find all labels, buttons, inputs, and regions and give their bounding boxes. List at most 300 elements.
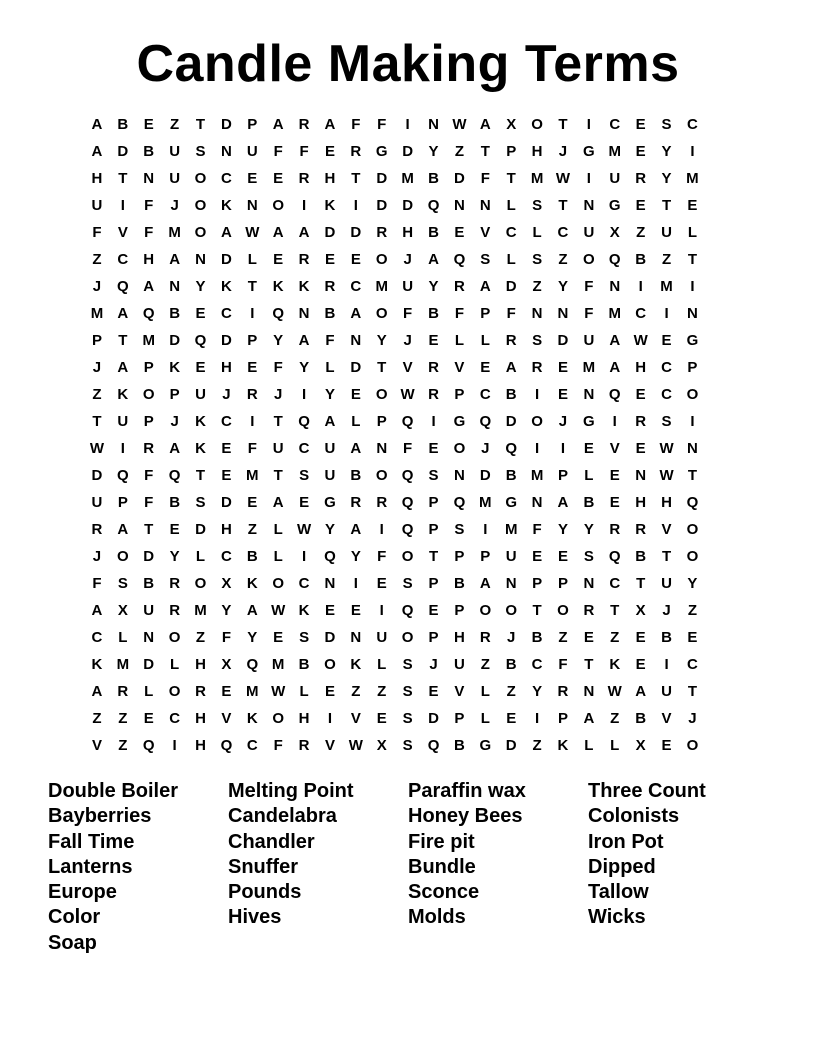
grid-letter: O (557, 602, 569, 619)
grid-letter: S (583, 548, 594, 565)
grid-letter: I (327, 710, 333, 727)
grid-letter: U (661, 224, 672, 241)
grid-letter: N (350, 629, 362, 646)
grid-letter: N (428, 116, 439, 133)
grid-letter: B (428, 170, 439, 187)
grid-letter: O (401, 548, 414, 565)
grid-letter: N (324, 575, 336, 592)
grid-letter: R (324, 278, 336, 295)
grid-letter: E (376, 710, 387, 727)
grid-letter: T (118, 332, 128, 349)
grid-letter: P (428, 629, 439, 646)
grid-letter: H (661, 494, 672, 511)
grid-letter: S (402, 575, 413, 592)
grid-letter: P (454, 710, 465, 727)
grid-letter: B (169, 305, 181, 322)
grid-row (84, 570, 732, 597)
grid-letter: E (247, 494, 258, 511)
grid-letter: W (348, 737, 363, 754)
grid-letter: T (273, 413, 283, 430)
grid-letter: Q (427, 737, 440, 754)
grid-letter: Z (506, 683, 516, 700)
grid-letter: S (532, 332, 543, 349)
grid-row (84, 192, 732, 219)
grid-letter: E (635, 629, 646, 646)
grid-letter: A (91, 143, 103, 160)
grid-letter: M (479, 494, 492, 511)
grid-letter: A (298, 332, 310, 349)
grid-letter: Q (168, 467, 181, 484)
word-list-item: Snuffer (228, 855, 298, 878)
grid-letter: L (584, 467, 594, 484)
grid-letter: X (635, 602, 646, 619)
grid-letter: H (220, 359, 232, 376)
grid-letter: O (324, 656, 336, 673)
grid-letter: A (609, 359, 621, 376)
grid-letter: C (169, 710, 181, 727)
grid-letter: R (143, 440, 155, 457)
grid-letter: Q (401, 413, 414, 430)
grid-letter: N (505, 575, 517, 592)
grid-letter: B (635, 251, 647, 268)
grid-letter: H (195, 656, 206, 673)
grid-letter: A (505, 359, 517, 376)
grid-letter: F (558, 656, 568, 673)
grid-row (84, 624, 732, 651)
grid-letter: W (659, 440, 674, 457)
grid-letter: A (220, 224, 232, 241)
grid-letter: F (273, 359, 283, 376)
grid-letter: M (375, 278, 388, 295)
grid-letter: B (505, 386, 517, 403)
grid-letter: U (402, 278, 414, 295)
grid-letter: Q (220, 737, 233, 754)
grid-letter: M (504, 521, 518, 538)
grid-letter: U (91, 494, 103, 511)
grid-letter: I (301, 386, 307, 403)
grid-letter: P (480, 548, 491, 565)
grid-letter: N (220, 143, 232, 160)
grid-letter: D (453, 170, 465, 187)
grid-letter: O (375, 467, 388, 484)
grid-letter: E (221, 467, 232, 484)
grid-letter: I (250, 413, 255, 430)
grid-letter: C (557, 224, 569, 241)
grid-letter: M (168, 224, 181, 241)
grid-letter: P (247, 332, 258, 349)
grid-letter: B (324, 305, 336, 322)
grid-letter: S (532, 197, 543, 214)
grid-letter: I (664, 305, 669, 322)
grid-letter: C (298, 440, 310, 457)
grid-letter: L (170, 656, 180, 673)
word-list-item: Wicks (588, 906, 646, 929)
grid-letter: E (247, 170, 258, 187)
grid-letter: E (661, 332, 672, 349)
grid-row (84, 516, 732, 543)
grid-letter: F (299, 143, 309, 160)
grid-letter: K (298, 602, 310, 619)
word-list-item: Bayberries (48, 805, 152, 828)
grid-letter: V (91, 737, 102, 754)
grid-letter: J (429, 656, 438, 673)
grid-letter: L (687, 224, 698, 241)
grid-letter: K (91, 656, 103, 673)
grid-letter: Y (273, 332, 284, 349)
grid-letter: Z (92, 710, 102, 727)
grid-letter: O (531, 116, 543, 133)
word-list-item: Sconce (408, 881, 480, 904)
grid-letter: K (272, 278, 284, 295)
grid-letter: F (377, 116, 387, 133)
grid-letter: D (324, 629, 336, 646)
grid-letter: Z (92, 251, 102, 268)
grid-letter: S (402, 656, 413, 673)
grid-letter: U (376, 629, 388, 646)
grid-letter: J (92, 278, 102, 295)
grid-letter: Y (324, 521, 335, 538)
grid-letter: A (298, 224, 310, 241)
grid-letter: Z (195, 629, 206, 646)
grid-row (84, 489, 732, 516)
grid-letter: Z (558, 629, 568, 646)
grid-letter: N (583, 683, 595, 700)
grid-letter: D (376, 170, 388, 187)
grid-letter: M (116, 656, 130, 673)
grid-letter: R (350, 494, 362, 511)
grid-letter: R (246, 386, 258, 403)
grid-letter: I (535, 710, 540, 727)
grid-letter: Y (557, 521, 568, 538)
grid-letter: L (506, 251, 516, 268)
grid-letter: F (92, 224, 102, 241)
grid-letter: N (583, 386, 595, 403)
grid-letter: A (479, 278, 491, 295)
grid-letter: W (89, 440, 105, 457)
grid-letter: P (557, 467, 568, 484)
grid-letter: Y (350, 548, 361, 565)
grid-row (84, 543, 732, 570)
grid-letter: O (168, 629, 181, 646)
grid-letter: Z (118, 710, 128, 727)
grid-letter: G (375, 143, 388, 160)
grid-letter: Q (453, 251, 466, 268)
grid-letter: F (273, 143, 283, 160)
grid-letter: D (220, 494, 232, 511)
grid-letter: O (531, 413, 543, 430)
grid-letter: I (664, 656, 669, 673)
grid-letter: U (453, 656, 465, 673)
grid-letter: Z (118, 737, 128, 754)
grid-letter: T (377, 359, 387, 376)
grid-letter: J (403, 332, 412, 349)
grid-letter: W (271, 683, 286, 700)
grid-letter: T (661, 548, 672, 565)
grid-letter: V (480, 224, 491, 241)
grid-letter: Q (117, 278, 129, 295)
grid-letter: R (557, 683, 569, 700)
grid-letter: M (90, 305, 104, 322)
grid-row (84, 597, 732, 624)
grid-letter: V (221, 710, 232, 727)
grid-letter: Z (661, 251, 672, 268)
grid-letter: L (325, 359, 335, 376)
grid-letter: A (350, 521, 362, 538)
grid-letter: E (635, 440, 646, 457)
grid-letter: X (221, 656, 232, 673)
grid-letter: K (298, 278, 310, 295)
grid-letter: A (91, 116, 103, 133)
grid-letter: H (143, 251, 155, 268)
grid-letter: L (377, 656, 387, 673)
word-list-item: Candelabra (228, 805, 337, 828)
grid-letter: U (272, 440, 284, 457)
grid-letter: R (583, 602, 595, 619)
grid-letter: O (194, 575, 207, 592)
grid-letter: D (402, 143, 414, 160)
grid-letter: T (247, 278, 257, 295)
grid-letter: M (582, 359, 596, 376)
grid-letter: A (324, 116, 336, 133)
grid-letter: Q (194, 332, 207, 349)
grid-letter: F (221, 629, 231, 646)
grid-letter: F (480, 170, 490, 187)
grid-letter: E (428, 440, 439, 457)
grid-letter: P (143, 359, 154, 376)
grid-letter: B (505, 467, 517, 484)
grid-letter: Z (636, 224, 646, 241)
grid-letter: Y (661, 143, 672, 160)
grid-letter: N (195, 251, 206, 268)
grid-letter: E (635, 116, 646, 133)
word-list-column (48, 779, 228, 956)
grid-letter: V (454, 359, 465, 376)
grid-letter: P (169, 386, 180, 403)
grid-letter: P (428, 494, 439, 511)
grid-letter: H (531, 143, 543, 160)
grid-letter: A (428, 251, 439, 268)
grid-letter: R (298, 116, 310, 133)
grid-letter: C (661, 386, 672, 403)
grid-letter: B (583, 494, 595, 511)
grid-letter: O (272, 197, 285, 214)
grid-letter: S (402, 710, 413, 727)
grid-letter: H (635, 494, 647, 511)
grid-letter: J (170, 197, 179, 214)
grid-letter: J (558, 413, 568, 430)
grid-letter: I (405, 116, 410, 133)
grid-letter: A (609, 332, 621, 349)
grid-letter: H (635, 359, 647, 376)
grid-letter: P (376, 413, 387, 430)
grid-letter: V (117, 224, 128, 241)
grid-letter: L (532, 224, 542, 241)
grid-letter: O (194, 197, 207, 214)
grid-letter: T (351, 170, 361, 187)
grid-letter: H (91, 170, 103, 187)
grid-letter: A (246, 602, 258, 619)
grid-letter: A (117, 521, 129, 538)
grid-letter: J (92, 359, 102, 376)
grid-letter: K (246, 575, 258, 592)
grid-letter: I (120, 197, 125, 214)
grid-letter: M (530, 467, 544, 484)
grid-letter: O (194, 170, 207, 187)
grid-letter: E (428, 602, 439, 619)
grid-letter: P (480, 305, 491, 322)
grid-letter: E (661, 737, 672, 754)
grid-letter: N (453, 467, 465, 484)
grid-letter: V (609, 440, 620, 457)
grid-letter: P (143, 413, 154, 430)
grid-letter: R (505, 332, 517, 349)
grid-letter: O (686, 737, 699, 754)
grid-letter: T (661, 197, 672, 214)
grid-letter: K (246, 710, 258, 727)
grid-letter: D (195, 521, 206, 538)
grid-letter: I (250, 305, 255, 322)
grid-letter: T (636, 575, 646, 592)
grid-letter: C (609, 116, 621, 133)
grid-letter: C (687, 116, 698, 133)
grid-letter: Q (608, 386, 621, 403)
grid-letter: T (118, 170, 128, 187)
grid-letter: Q (142, 305, 155, 322)
letter-grid (84, 111, 732, 759)
grid-letter: N (453, 197, 465, 214)
word-list-item: Molds (408, 906, 466, 929)
grid-letter: R (195, 683, 206, 700)
grid-letter: O (168, 683, 181, 700)
grid-letter: Z (377, 683, 387, 700)
grid-letter: G (583, 143, 595, 160)
grid-letter: N (350, 332, 362, 349)
grid-letter: Y (583, 521, 594, 538)
grid-letter: J (274, 386, 283, 403)
grid-letter: A (91, 683, 103, 700)
grid-letter: A (272, 224, 284, 241)
grid-letter: R (635, 413, 647, 430)
grid-row (84, 138, 732, 165)
grid-letter: W (400, 386, 415, 403)
grid-letter: D (505, 737, 517, 754)
grid-letter: C (117, 251, 129, 268)
grid-row (84, 111, 732, 138)
grid-letter: N (687, 305, 698, 322)
grid-letter: I (586, 116, 591, 133)
grid-letter: I (353, 575, 358, 592)
grid-letter: U (505, 548, 517, 565)
grid-letter: Z (170, 116, 180, 133)
grid-letter: F (144, 467, 154, 484)
word-list-item: Lanterns (48, 855, 133, 878)
grid-letter: F (144, 197, 154, 214)
grid-letter: N (609, 278, 621, 295)
grid-letter: C (609, 575, 621, 592)
grid-letter: L (247, 251, 257, 268)
grid-letter: O (505, 602, 518, 619)
grid-letter: F (351, 116, 361, 133)
grid-letter: E (687, 629, 698, 646)
grid-letter: C (635, 305, 647, 322)
grid-letter: Y (687, 575, 698, 592)
grid-letter: J (92, 548, 102, 565)
grid-letter: X (635, 737, 646, 754)
grid-letter: Q (608, 251, 621, 268)
grid-letter: E (428, 683, 439, 700)
grid-letter: W (607, 683, 622, 700)
grid-letter: M (686, 170, 699, 187)
grid-letter: R (298, 170, 310, 187)
grid-letter: V (350, 710, 361, 727)
grid-letter: Q (401, 467, 414, 484)
grid-letter: N (376, 440, 388, 457)
grid-letter: T (195, 467, 206, 484)
grid-letter: N (143, 629, 155, 646)
grid-letter: H (298, 710, 310, 727)
grid-letter: B (428, 305, 439, 322)
grid-letter: N (531, 494, 543, 511)
grid-letter: R (350, 143, 362, 160)
grid-letter: R (635, 521, 647, 538)
grid-letter: I (586, 170, 591, 187)
grid-letter: J (403, 251, 412, 268)
word-list-item: Tallow (588, 881, 649, 904)
grid-letter: Y (428, 143, 439, 160)
grid-letter: E (635, 386, 646, 403)
grid-letter: X (609, 224, 620, 241)
grid-letter: H (324, 170, 336, 187)
grid-letter: T (428, 548, 439, 565)
word-list-item: Melting Point (228, 780, 354, 802)
grid-letter: D (143, 656, 155, 673)
grid-letter: K (324, 197, 336, 214)
grid-row (84, 300, 732, 327)
grid-letter: D (143, 548, 155, 565)
grid-letter: B (505, 656, 517, 673)
grid-letter: T (480, 143, 490, 160)
grid-letter: D (479, 467, 491, 484)
grid-letter: E (195, 359, 206, 376)
word-list-column (408, 779, 588, 956)
grid-letter: Z (610, 629, 620, 646)
grid-letter: I (690, 143, 695, 160)
grid-letter: F (454, 305, 464, 322)
grid-letter: Y (299, 359, 310, 376)
grid-letter: I (379, 521, 384, 538)
grid-row (84, 165, 732, 192)
grid-letter: I (120, 440, 125, 457)
grid-letter: V (661, 710, 672, 727)
grid-letter: Y (428, 278, 439, 295)
grid-letter: O (453, 440, 466, 457)
grid-letter: E (221, 683, 232, 700)
grid-letter: E (324, 602, 335, 619)
grid-letter: L (273, 521, 283, 538)
grid-letter: M (530, 170, 544, 187)
grid-letter: S (532, 251, 543, 268)
grid-letter: E (557, 548, 568, 565)
grid-letter: N (635, 467, 647, 484)
grid-letter: U (324, 467, 336, 484)
grid-letter: Y (661, 170, 672, 187)
grid-letter: N (583, 197, 595, 214)
grid-letter: E (324, 683, 335, 700)
grid-letter: Q (246, 656, 259, 673)
grid-row (84, 381, 732, 408)
grid-letter: C (220, 170, 232, 187)
grid-letter: J (222, 386, 231, 403)
